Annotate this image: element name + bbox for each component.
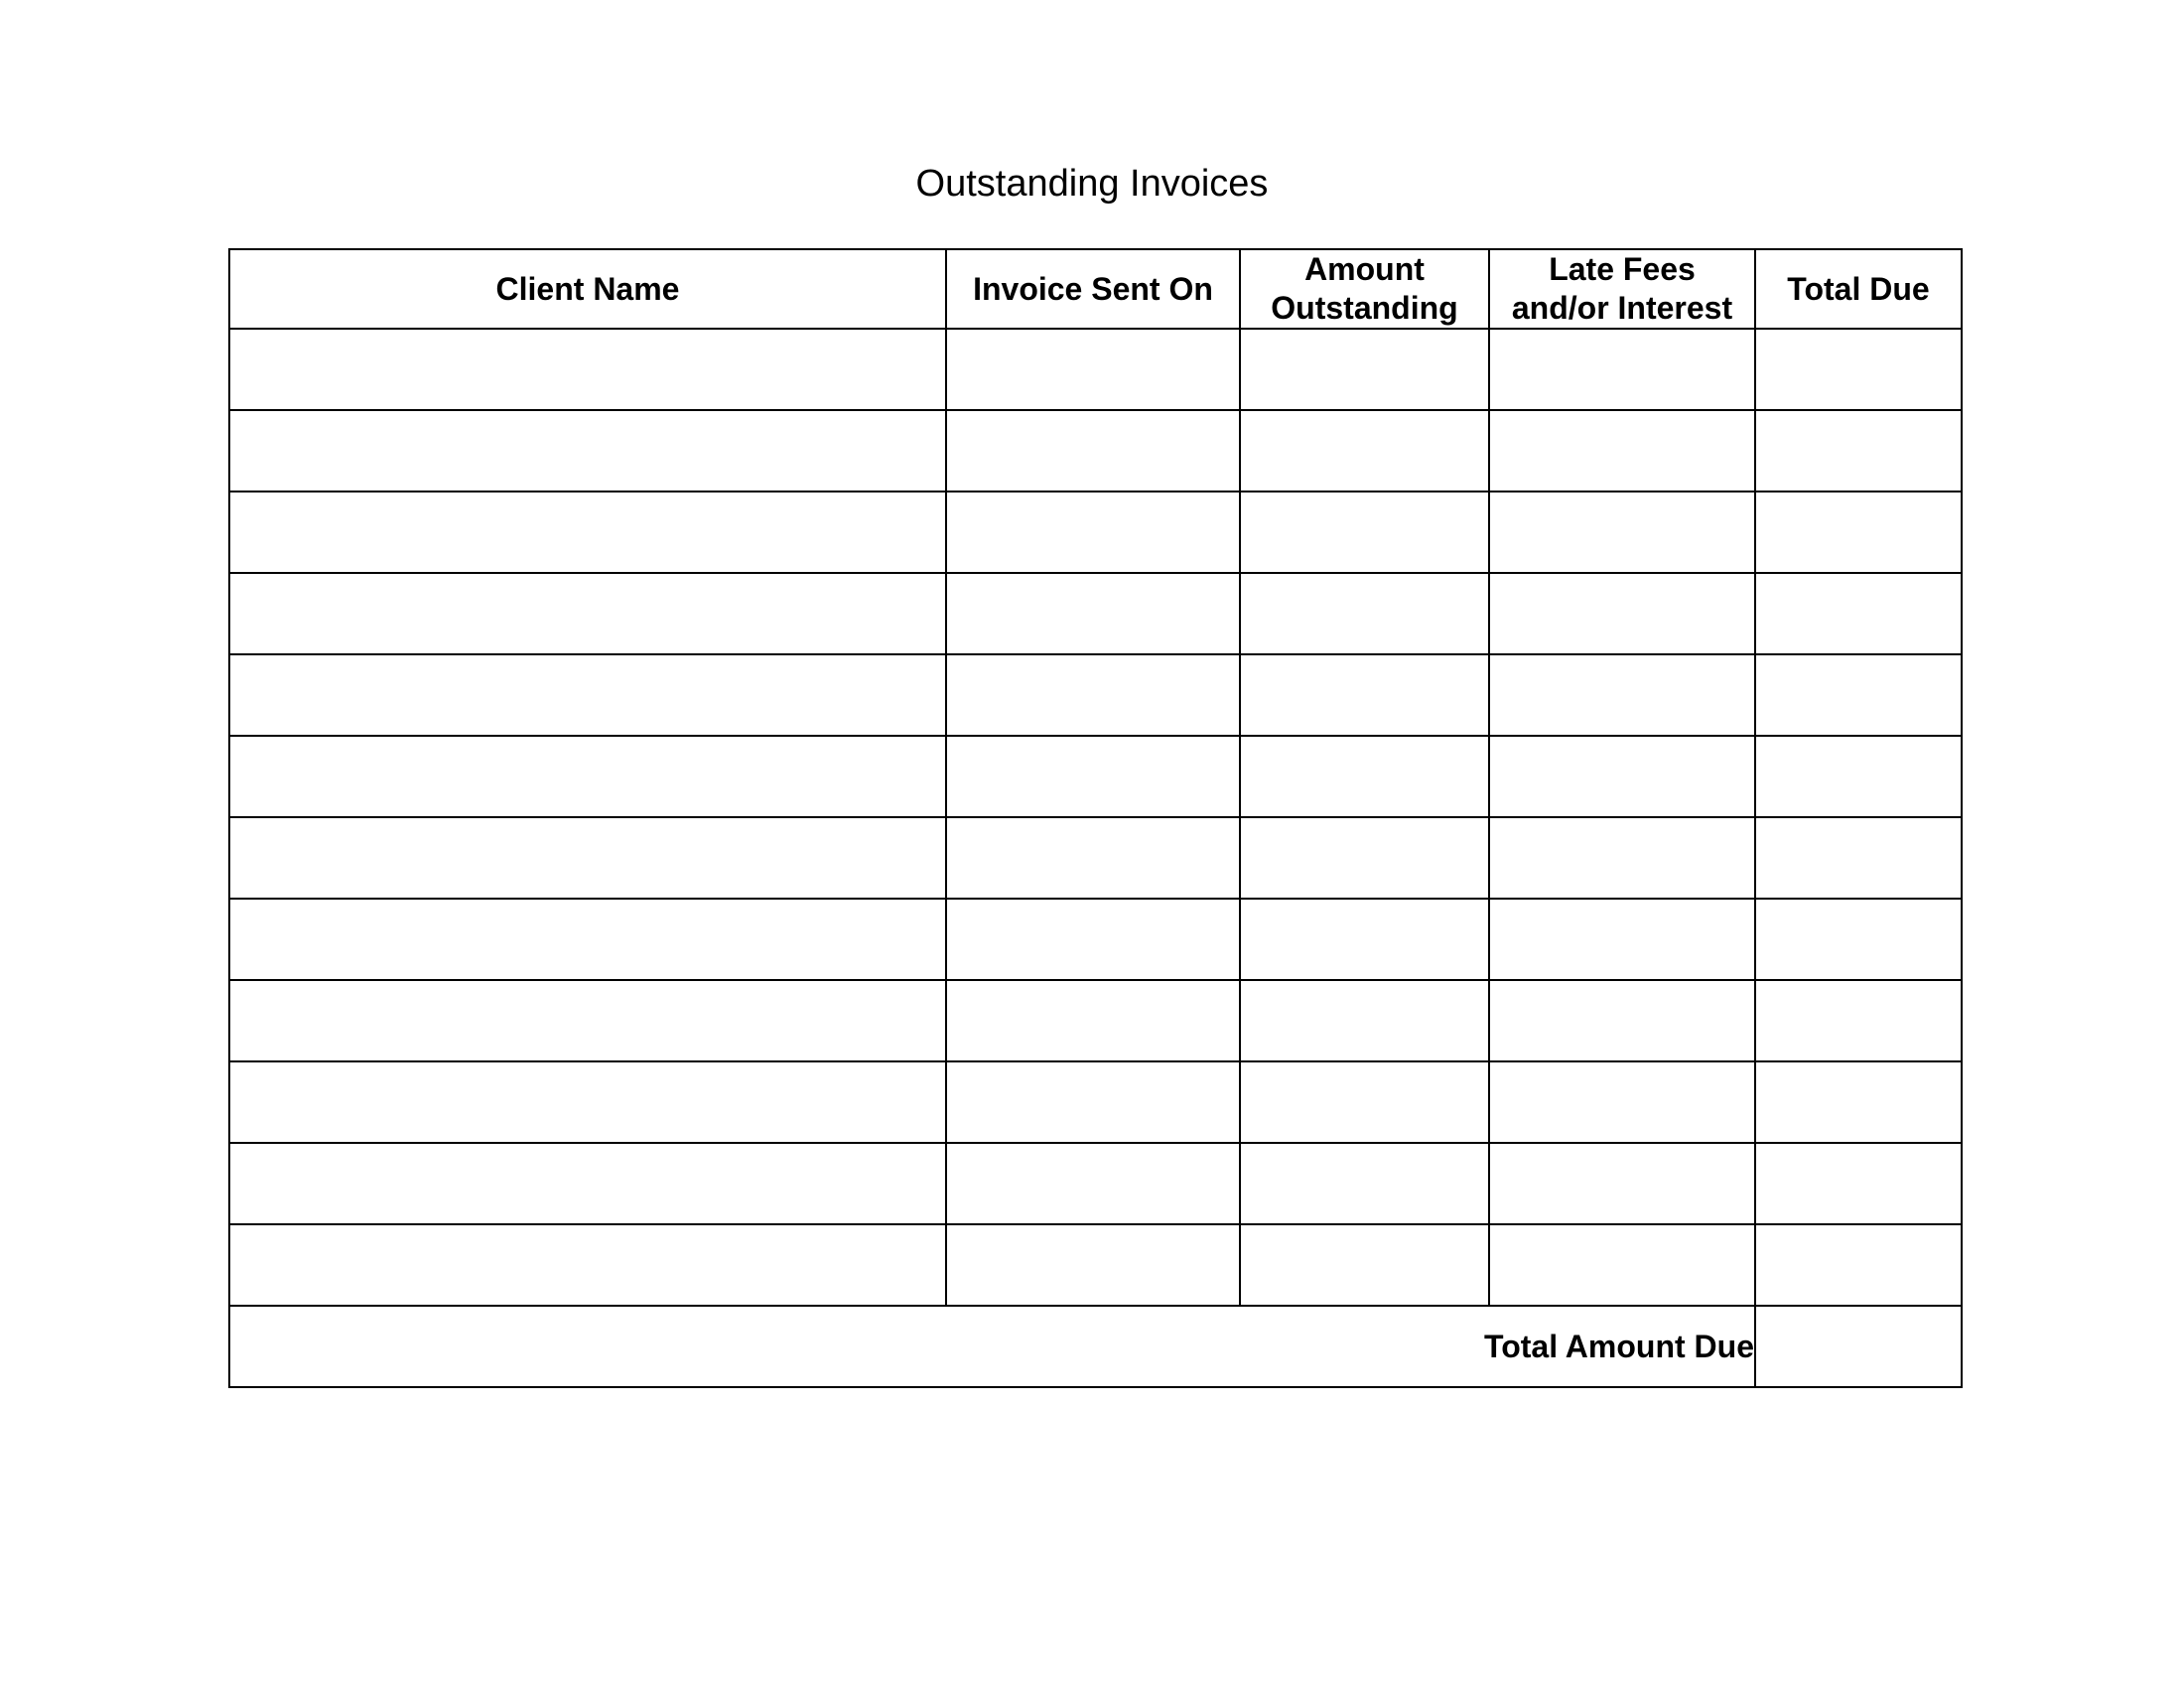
- table-row: [229, 980, 1962, 1061]
- header-late-fees-line1: Late Fees: [1549, 251, 1696, 287]
- total-due-cell[interactable]: [1755, 980, 1962, 1061]
- outstanding-invoices-table: [228, 248, 1963, 1388]
- client-name-cell[interactable]: [229, 1061, 946, 1143]
- total-amount-due-label: Total Amount Due: [229, 1306, 1755, 1387]
- table-row: [229, 736, 1962, 817]
- amount-outstanding-cell[interactable]: [1240, 736, 1489, 817]
- invoice-sent-on-cell[interactable]: [946, 1061, 1240, 1143]
- amount-outstanding-cell[interactable]: [1240, 1143, 1489, 1224]
- header-client-name: Client Name: [229, 249, 946, 329]
- client-name-cell[interactable]: [229, 410, 946, 492]
- client-name-cell[interactable]: [229, 1143, 946, 1224]
- amount-outstanding-cell[interactable]: [1240, 1061, 1489, 1143]
- total-due-cell[interactable]: [1755, 654, 1962, 736]
- amount-outstanding-cell[interactable]: [1240, 329, 1489, 410]
- total-due-cell[interactable]: [1755, 817, 1962, 899]
- table-row: [229, 1224, 1962, 1306]
- client-name-cell[interactable]: [229, 899, 946, 980]
- invoice-sent-on-cell[interactable]: [946, 492, 1240, 573]
- table-row: [229, 817, 1962, 899]
- late-fees-cell[interactable]: [1489, 1061, 1755, 1143]
- header-amount-outstanding-line1: Amount: [1304, 251, 1425, 287]
- client-name-cell[interactable]: [229, 654, 946, 736]
- invoice-sent-on-cell[interactable]: [946, 1143, 1240, 1224]
- late-fees-cell[interactable]: [1489, 899, 1755, 980]
- late-fees-cell[interactable]: [1489, 736, 1755, 817]
- client-name-cell[interactable]: [229, 980, 946, 1061]
- invoice-sent-on-cell[interactable]: [946, 410, 1240, 492]
- amount-outstanding-cell[interactable]: [1240, 899, 1489, 980]
- client-name-cell[interactable]: [229, 736, 946, 817]
- total-due-cell[interactable]: [1755, 573, 1962, 654]
- total-due-cell[interactable]: [1755, 492, 1962, 573]
- late-fees-cell[interactable]: [1489, 980, 1755, 1061]
- amount-outstanding-cell[interactable]: [1240, 492, 1489, 573]
- total-due-cell[interactable]: [1755, 329, 1962, 410]
- table-row: [229, 1061, 1962, 1143]
- invoice-sent-on-cell[interactable]: [946, 980, 1240, 1061]
- amount-outstanding-cell[interactable]: [1240, 1224, 1489, 1306]
- table-row: [229, 899, 1962, 980]
- table-row: [229, 1143, 1962, 1224]
- total-due-cell[interactable]: [1755, 1061, 1962, 1143]
- client-name-cell[interactable]: [229, 492, 946, 573]
- table-row: [229, 329, 1962, 410]
- late-fees-cell[interactable]: [1489, 1143, 1755, 1224]
- invoice-sent-on-cell[interactable]: [946, 899, 1240, 980]
- invoice-sent-on-cell[interactable]: [946, 1224, 1240, 1306]
- amount-outstanding-cell[interactable]: [1240, 654, 1489, 736]
- header-total-due: Total Due: [1755, 249, 1962, 329]
- total-due-cell[interactable]: [1755, 1224, 1962, 1306]
- table-row: [229, 573, 1962, 654]
- header-row: [229, 249, 1962, 329]
- client-name-cell[interactable]: [229, 573, 946, 654]
- invoice-sent-on-cell[interactable]: [946, 654, 1240, 736]
- total-due-cell[interactable]: [1755, 899, 1962, 980]
- late-fees-cell[interactable]: [1489, 329, 1755, 410]
- late-fees-cell[interactable]: [1489, 817, 1755, 899]
- late-fees-cell[interactable]: [1489, 654, 1755, 736]
- invoice-rows: [229, 329, 1962, 1306]
- amount-outstanding-cell[interactable]: [1240, 410, 1489, 492]
- late-fees-cell[interactable]: [1489, 492, 1755, 573]
- header-late-fees-line2: and/or Interest: [1511, 290, 1733, 326]
- header-invoice-sent-on: Invoice Sent On: [946, 249, 1240, 329]
- total-due-cell[interactable]: [1755, 736, 1962, 817]
- late-fees-cell[interactable]: [1489, 1224, 1755, 1306]
- total-amount-due-cell[interactable]: [1755, 1306, 1962, 1387]
- amount-outstanding-cell[interactable]: [1240, 817, 1489, 899]
- client-name-cell[interactable]: [229, 329, 946, 410]
- header-amount-outstanding: [1240, 249, 1489, 329]
- header-amount-outstanding-line2: Outstanding: [1271, 290, 1458, 326]
- table-row: [229, 492, 1962, 573]
- amount-outstanding-cell[interactable]: [1240, 980, 1489, 1061]
- header-late-fees: [1489, 249, 1755, 329]
- client-name-cell[interactable]: [229, 817, 946, 899]
- page-title: Outstanding Invoices: [915, 163, 1269, 205]
- total-row: [229, 1306, 1962, 1387]
- total-due-cell[interactable]: [1755, 1143, 1962, 1224]
- amount-outstanding-cell[interactable]: [1240, 573, 1489, 654]
- total-due-cell[interactable]: [1755, 410, 1962, 492]
- late-fees-cell[interactable]: [1489, 410, 1755, 492]
- table-row: [229, 410, 1962, 492]
- invoice-sent-on-cell[interactable]: [946, 573, 1240, 654]
- late-fees-cell[interactable]: [1489, 573, 1755, 654]
- invoice-sent-on-cell[interactable]: [946, 817, 1240, 899]
- client-name-cell[interactable]: [229, 1224, 946, 1306]
- invoice-sent-on-cell[interactable]: [946, 329, 1240, 410]
- table-row: [229, 654, 1962, 736]
- invoice-sent-on-cell[interactable]: [946, 736, 1240, 817]
